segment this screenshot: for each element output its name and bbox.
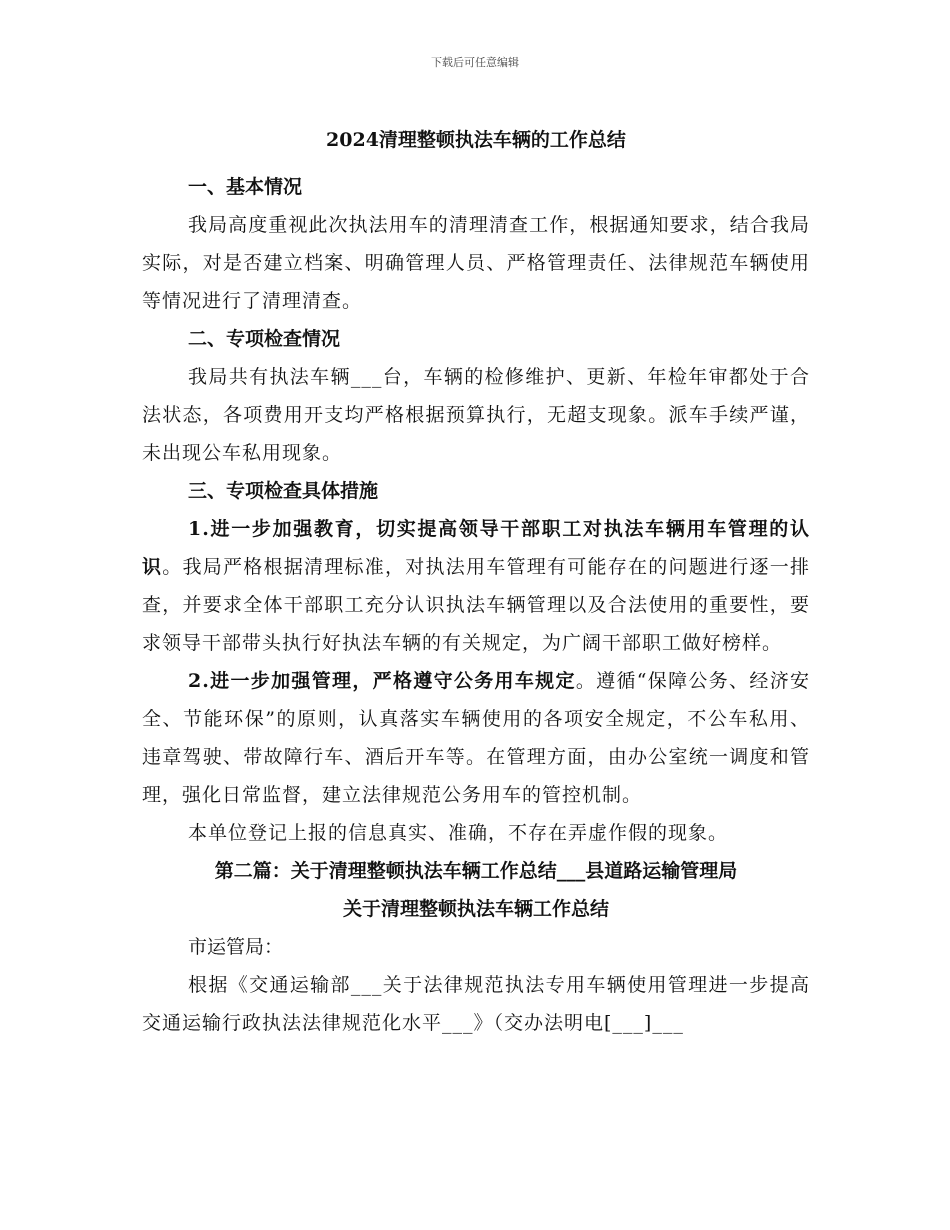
measure-item-1: [142, 510, 810, 662]
section-heading-inspection: 二、专项检查情况: [188, 328, 341, 350]
section-paragraph-inspection: 我局共有执法车辆___台，车辆的检修维护、更新、年检年审都处于合法状态，各项费用开支均严格根据预算执行，无超支现象。派车手续严谨，未出现公车私用现象。: [142, 366, 810, 464]
document-title: 2024清理整顿执法车辆的工作总结: [326, 129, 626, 151]
section-heading-basic: 一、基本情况: [188, 176, 303, 198]
part2-subtitle: 关于清理整顿执法车辆工作总结: [342, 898, 609, 920]
part2-addressee: 市运管局：: [188, 936, 284, 958]
measure-item-1-text: 。我局严格根据清理标准，对执法用车管理有可能存在的问题进行逐一排查，并要求全体干部职工充分认识执法车辆管理以及合法使用的重要性，要求领导干部带头执行好执法车辆的有关规定，为广阔干部职工做好榜样。: [142, 556, 810, 654]
page-header-note: 下载后可任意编辑: [431, 56, 519, 69]
measure-item-1-lead: 1.进一步加强教育，切实提高领导干部职工对执法车辆用车管理的认识: [142, 518, 810, 578]
section-heading-measures: 三、专项检查具体措施: [188, 480, 379, 502]
measure-item-2-lead: 2.进一步加强管理，严格遵守公务用车规定: [188, 670, 576, 692]
measure-item-2: [142, 662, 810, 814]
closing-statement: 本单位登记上报的信息真实、准确，不存在弄虚作假的现象。: [188, 822, 729, 844]
measure-item-2-text: 。遵循“保障公务、经济安全、节能环保”的原则，认真落实车辆使用的各项安全规定，不公车私用、违章驾驶、带故障行车、酒后开车等。在管理方面，由办公室统一调度和管理，强化日常监督，建立法律规范公务用车的管控机制。: [142, 670, 811, 806]
section-paragraph-basic: 我局高度重视此次执法用车的清理清查工作，根据通知要求，结合我局实际，对是否建立档案、明确管理人员、严格管理责任、法律规范车辆使用等情况进行了清理清查。: [142, 214, 810, 312]
part2-heading: 第二篇：关于清理整顿执法车辆工作总结___县道路运输管理局: [214, 860, 738, 882]
document-body: [142, 122, 810, 1042]
part2-paragraph: 根据《交通运输部___关于法律规范执法专用车辆使用管理进一步提高交通运输行政执法法律规范化水平___》（交办法明电[___]___: [142, 974, 810, 1034]
